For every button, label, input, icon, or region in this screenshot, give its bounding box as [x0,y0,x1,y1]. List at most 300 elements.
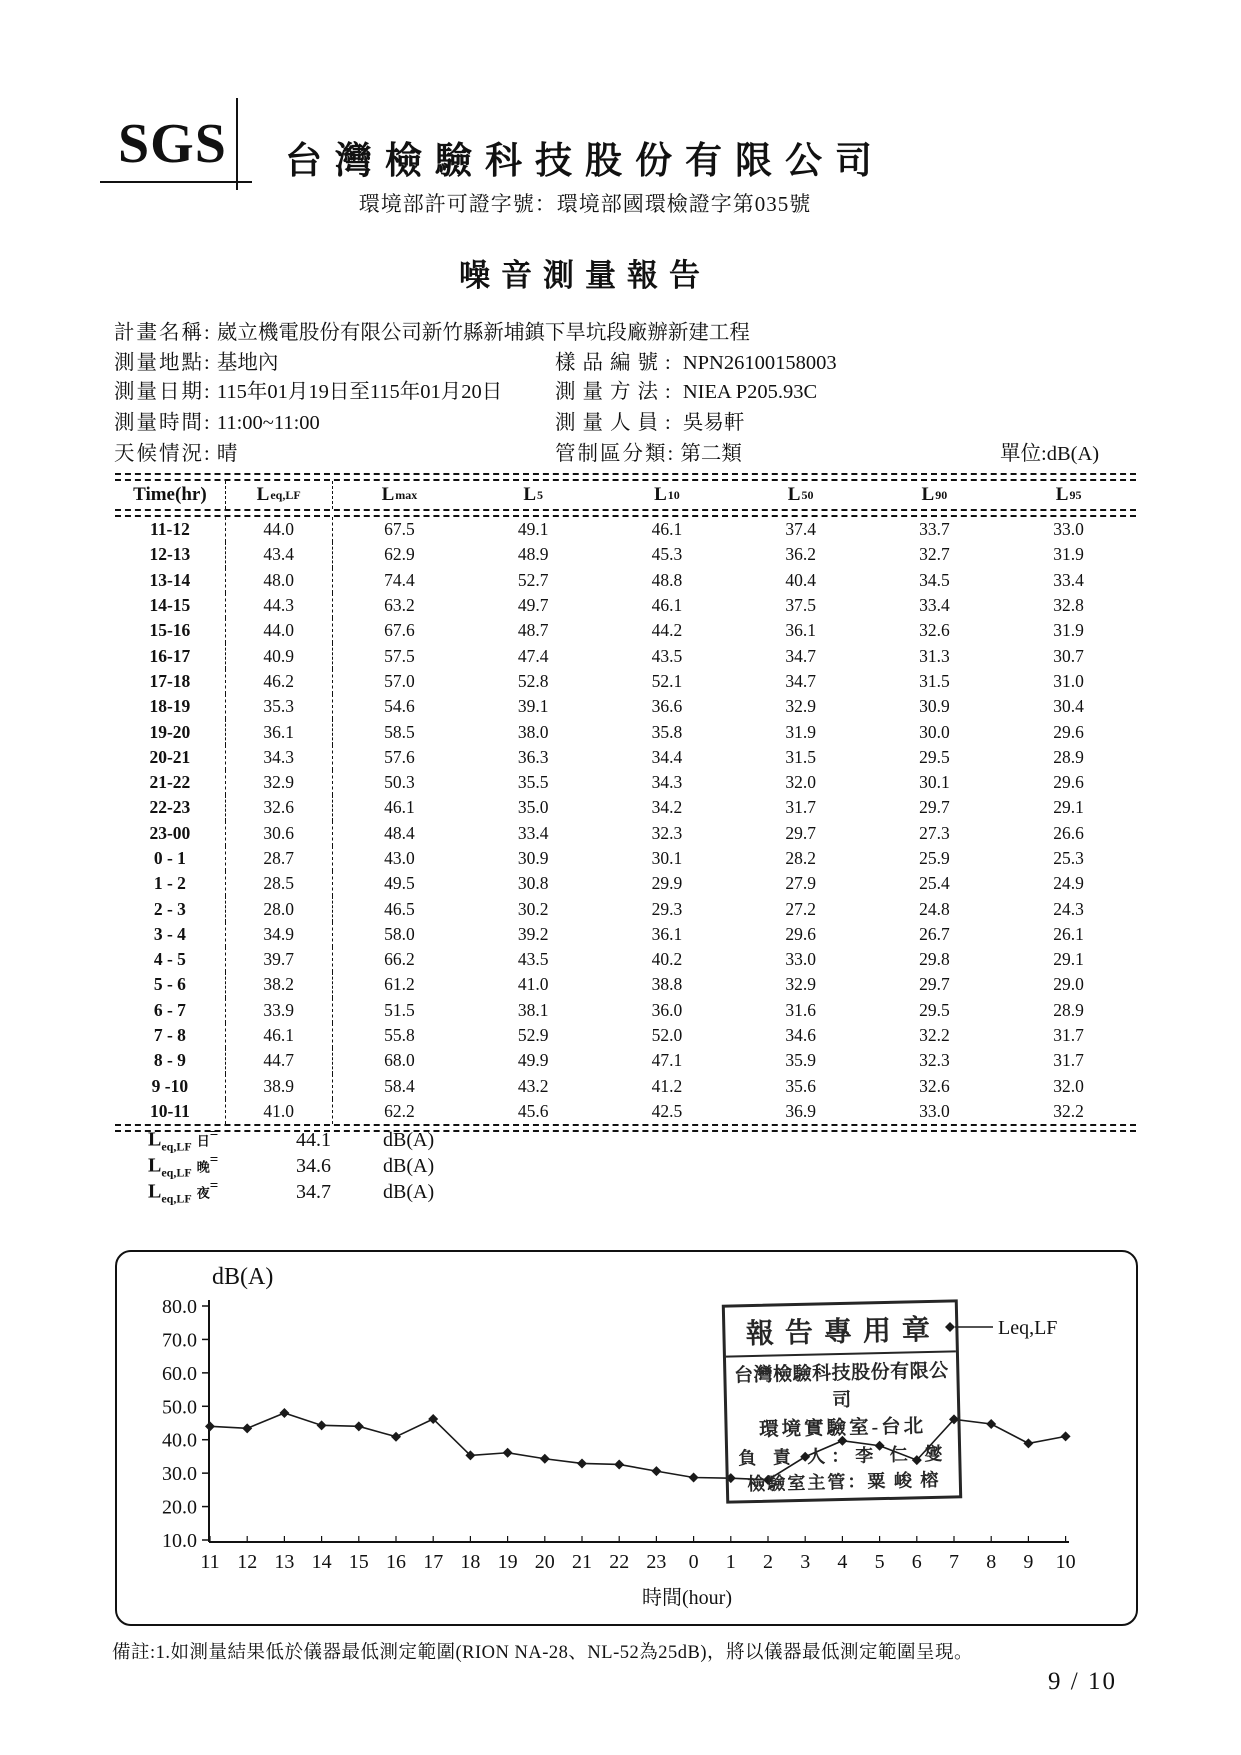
time-value: 11:00~11:00 [216,412,320,434]
leq-evening-label: $L_{eq,LF}$ 晚= [148,1151,219,1180]
y-tick-label: 80.0 [162,1296,197,1318]
value-cell: 33.4 [1053,569,1084,590]
value-cell: 32.9 [226,770,333,795]
value-cell: 32.2 [1053,1100,1084,1121]
value-cell: 48.0 [226,568,333,593]
table-row [115,896,1136,921]
data-point-marker [354,1421,364,1431]
method [555,374,817,404]
value-cell: 34.4 [651,746,683,767]
value-cell: 46.5 [384,898,415,919]
value-cell: 43.5 [651,645,683,666]
x-tick-label: 7 [949,1551,959,1573]
x-tick-label: 11 [200,1551,220,1573]
time-cell: 23-00 [115,821,226,846]
leq-day-unit: dB(A) [383,1128,435,1151]
column-header: L 50 [787,484,814,505]
value-cell: 32.8 [1053,595,1084,616]
value-cell: 36.6 [651,696,683,717]
x-tick-label: 19 [497,1551,518,1573]
summary-row-evening [148,1153,434,1179]
report-stamp [722,1299,962,1503]
weather-label: 天候情況: [114,443,212,465]
value-cell: 54.6 [384,696,415,717]
value-cell: 33.4 [517,822,549,843]
value-cell: 43.4 [226,542,333,567]
x-tick-label: 5 [874,1551,885,1573]
value-cell: 40.2 [651,949,683,970]
value-cell: 24.8 [919,898,950,919]
table-row [115,643,1136,668]
stamp-lab-supervisor: 檢驗室主管：粟 峻 榕 [747,1469,941,1495]
value-cell: 32.9 [785,696,816,717]
sgs-logo: SGS [118,113,227,175]
value-cell: 31.7 [1053,1025,1084,1046]
data-point-marker [1061,1431,1071,1441]
value-cell: 48.9 [517,544,549,565]
time-cell: 15-16 [115,618,226,643]
sample-no-value: NPN26100158003 [682,352,837,374]
leq-evening-unit: dB(A) [383,1154,435,1177]
data-point-marker [614,1459,624,1469]
value-cell: 52.0 [651,1025,683,1046]
value-cell: 46.1 [384,797,415,818]
value-cell: 40.9 [226,643,333,668]
value-cell: 30.8 [517,873,549,894]
value-cell: 36.2 [785,544,816,565]
value-cell: 33.0 [785,949,816,970]
time-cell: 10-11 [115,1099,226,1124]
time-cell: 2 - 3 [115,896,226,921]
data-point-marker [986,1419,996,1429]
x-tick-label: 1 [725,1551,736,1573]
value-cell: 51.5 [384,999,415,1020]
value-cell: 43.0 [384,848,415,868]
time-cell: 13-14 [115,568,226,593]
personnel-label: 測量人員: [555,412,678,434]
table-row [115,947,1136,972]
x-tick-label: 8 [986,1551,997,1573]
info-row-date [114,374,1136,401]
noise-table [115,473,1136,1132]
value-cell: 36.1 [651,923,683,944]
table-row [115,618,1136,643]
value-cell: 29.6 [785,923,816,944]
table-row [115,871,1136,896]
value-cell: 29.3 [651,898,683,919]
time-cell: 5 - 6 [115,972,226,997]
leq-night-label: $L_{eq,LF}$ 夜= [148,1177,219,1206]
table-row [115,593,1136,618]
project-value: 崴立機電股份有限公司新竹縣新埔鎮下旱坑段廠辦新建工程 [216,322,750,344]
value-cell: 30.2 [517,898,549,919]
zone-value: 第二類 [680,443,742,465]
value-cell: 29.1 [1053,797,1084,818]
value-cell: 24.3 [1053,898,1084,919]
time-cell: 16-17 [115,643,226,668]
value-cell: 31.9 [785,721,816,742]
table-row [115,669,1136,694]
table-row [115,922,1136,947]
column-header: L 90 [921,484,948,505]
value-cell: 46.1 [226,1023,333,1048]
personnel [555,405,744,435]
leq-day-label: $L_{eq,LF}$ 日= [148,1125,219,1154]
value-cell: 36.9 [785,1100,816,1121]
noise-table-body [115,517,1136,1124]
value-cell: 34.7 [785,645,816,666]
value-cell: 31.6 [785,999,816,1020]
leq-evening-value: 34.6 [296,1154,331,1177]
table-row [115,1074,1136,1099]
x-tick-label: 20 [534,1551,555,1573]
x-tick-label: 10 [1055,1551,1076,1573]
value-cell: 28.9 [1053,746,1084,767]
value-cell: 41.2 [651,1075,683,1096]
value-cell: 57.6 [384,746,415,767]
value-cell: 36.1 [226,719,333,744]
value-cell: 33.9 [226,998,333,1023]
time-cell: 7 - 8 [115,1023,226,1048]
table-row [115,846,1136,871]
value-cell: 46.2 [226,669,333,694]
x-tick-label: 6 [911,1551,922,1573]
value-cell: 57.0 [384,670,415,691]
value-cell: 26.6 [1053,822,1084,843]
value-cell: 42.5 [651,1100,683,1121]
x-tick-label: 17 [423,1551,444,1573]
value-cell: 26.7 [919,923,950,944]
value-cell: 31.0 [1053,670,1084,691]
value-cell: 33.4 [919,595,950,616]
value-cell: 63.2 [384,595,415,616]
value-cell: 35.5 [517,772,549,793]
column-header: L max [381,484,418,505]
value-cell: 25.3 [1053,848,1084,868]
time-cell: 22-23 [115,795,226,820]
value-cell: 28.7 [226,846,333,871]
data-point-marker [540,1454,550,1464]
value-cell: 30.6 [226,821,333,846]
certificate-number: 環境部許可證字號：環境部國環檢證字第035號 [358,192,812,216]
value-cell: 58.5 [384,721,415,742]
value-cell: 49.9 [517,1050,549,1071]
value-cell: 36.0 [651,999,683,1020]
data-point-marker [391,1432,401,1442]
value-cell: 32.3 [651,822,683,843]
y-tick-label: 10.0 [162,1530,197,1552]
value-cell: 58.0 [384,923,415,944]
value-cell: 62.2 [384,1100,415,1121]
value-cell: 48.4 [384,822,415,843]
x-tick-label: 14 [311,1551,332,1573]
time-cell: 17-18 [115,669,226,694]
data-point-marker [279,1408,289,1418]
x-tick-label: 21 [572,1551,592,1573]
value-cell: 31.5 [785,746,816,767]
y-tick-label: 30.0 [162,1463,197,1486]
location-value: 基地內 [216,352,279,374]
value-cell: 40.4 [785,569,816,590]
value-cell: 28.5 [226,871,333,896]
column-header: L 5 [523,484,544,505]
table-row [115,770,1136,795]
company-name: 台灣檢驗科技股份有限公司 [285,141,885,182]
date-label: 測量日期: [114,381,212,403]
value-cell: 48.7 [517,620,549,641]
value-cell: 31.7 [1053,1050,1084,1071]
value-cell: 30.1 [651,848,683,868]
value-cell: 30.4 [1053,696,1084,717]
value-cell: 32.6 [919,620,950,641]
value-cell: 49.1 [517,519,549,540]
time-cell: 21-22 [115,770,226,795]
report-title: 噪音測量報告 [459,258,711,293]
x-tick-label: 4 [837,1551,848,1573]
table-row [115,972,1136,997]
sample-no-label: 樣品編號: [555,352,678,374]
value-cell: 45.6 [517,1100,549,1121]
value-cell: 35.0 [517,797,549,818]
value-cell: 68.0 [384,1050,415,1071]
table-row [115,998,1136,1023]
table-row [115,1023,1136,1048]
logo-vertical-line [236,98,238,190]
value-cell: 29.7 [785,822,816,843]
stamp-responsible-person: 負 責 人：李 仁 燮 [738,1443,949,1469]
x-tick-label: 15 [348,1551,369,1573]
leq-summary [148,1127,434,1205]
noise-chart-svg [117,1252,1132,1620]
value-cell: 31.9 [1053,620,1084,641]
time-cell: 1 - 2 [115,871,226,896]
value-cell: 25.9 [919,848,950,868]
y-axis-title: dB(A) [212,1264,274,1290]
value-cell: 30.9 [517,848,549,868]
table-row [115,542,1136,567]
value-cell: 41.0 [517,974,549,995]
y-tick-label: 40.0 [162,1429,197,1452]
stamp-title: 報告專用章 [725,1302,956,1357]
value-cell: 35.6 [785,1075,816,1096]
column-header: Time(hr) [115,481,226,509]
value-cell: 46.1 [651,519,683,540]
data-point-marker [689,1472,699,1482]
page-number: 9 / 10 [1048,1668,1117,1695]
value-cell: 28.0 [226,896,333,921]
value-cell: 45.3 [651,544,683,565]
noise-table-header-row [115,481,1136,509]
x-tick-label: 9 [1023,1551,1034,1573]
time-cell: 12-13 [115,542,226,567]
value-cell: 38.0 [517,721,549,742]
table-top-border [115,473,1136,481]
leq-night-unit: dB(A) [383,1180,435,1203]
data-point-marker [503,1448,513,1458]
value-cell: 31.9 [1053,544,1084,565]
value-cell: 50.3 [384,772,415,793]
value-cell: 34.3 [651,772,683,793]
value-cell: 32.0 [1053,1075,1084,1096]
value-cell: 32.9 [785,974,816,995]
data-point-marker [577,1458,587,1468]
time-cell: 19-20 [115,719,226,744]
value-cell: 29.0 [1053,974,1084,995]
value-cell: 34.7 [785,670,816,691]
value-cell: 29.9 [651,873,683,894]
legend-label: Leq,LF [998,1317,1058,1339]
summary-row-day [148,1127,434,1153]
table-row [115,821,1136,846]
value-cell: 39.1 [517,696,549,717]
data-point-marker [651,1466,661,1476]
footer-note: 備註:1.如測量結果低於儀器最低測定範圍(RION NA-28、NL-52為25dB)，將以儀器最低測定範圍呈現。 [112,1643,973,1663]
time-cell: 4 - 5 [115,947,226,972]
value-cell: 55.8 [384,1025,415,1046]
value-cell: 34.2 [651,797,683,818]
value-cell: 38.2 [226,972,333,997]
value-cell: 24.9 [1053,873,1084,894]
y-tick-label: 60.0 [162,1362,197,1385]
value-cell: 27.9 [785,873,816,894]
table-row [115,568,1136,593]
value-cell: 25.4 [919,873,950,894]
x-tick-label: 23 [646,1551,667,1573]
time-cell: 20-21 [115,745,226,770]
info-row-time [114,405,1136,432]
value-cell: 37.5 [785,595,816,616]
value-cell: 30.9 [919,696,950,717]
y-tick-label: 20.0 [162,1496,197,1519]
table-row [115,1048,1136,1073]
value-cell: 29.7 [919,974,950,995]
value-cell: 44.0 [226,618,333,643]
method-label: 測量方法: [555,381,678,403]
value-cell: 29.7 [919,797,950,818]
value-cell: 30.7 [1053,645,1084,666]
personnel-value: 吳易軒 [682,412,745,434]
value-cell: 67.5 [384,519,415,540]
data-point-marker [1023,1438,1033,1448]
value-cell: 28.2 [785,848,816,868]
value-cell: 49.5 [384,873,415,894]
x-axis-title: 時間(hour) [642,1587,732,1609]
info-row-project [114,315,1136,342]
value-cell: 31.5 [919,670,950,691]
y-tick-label: 70.0 [162,1329,197,1352]
value-cell: 33.0 [1053,519,1084,540]
time-cell: 8 - 9 [115,1048,226,1073]
time-cell: 9 -10 [115,1074,226,1099]
value-cell: 32.7 [919,544,950,565]
value-cell: 32.3 [919,1050,950,1071]
time-cell: 0 - 1 [115,846,226,871]
value-cell: 29.1 [1053,949,1084,970]
table-row [115,719,1136,744]
value-cell: 31.7 [785,797,816,818]
value-cell: 66.2 [384,949,415,970]
table-row [115,694,1136,719]
value-cell: 36.1 [785,620,816,641]
value-cell: 43.5 [517,949,549,970]
time-cell: 6 - 7 [115,998,226,1023]
value-cell: 31.3 [919,645,950,666]
table-row [115,517,1136,542]
zone [555,436,742,466]
value-cell: 39.2 [517,923,549,944]
value-cell: 34.5 [919,569,950,590]
value-cell: 61.2 [384,974,415,995]
x-tick-label: 3 [800,1551,811,1573]
value-cell: 38.1 [517,999,549,1020]
time-cell: 3 - 4 [115,922,226,947]
time-cell: 14-15 [115,593,226,618]
value-cell: 43.2 [517,1075,549,1096]
stamp-lab: 環境實驗室-台北 [758,1416,927,1441]
value-cell: 27.3 [919,822,950,843]
logo-underline [100,181,252,183]
date-value: 115年01月19日至115年01月20日 [216,381,503,403]
project-label: 計畫名稱: [114,322,212,344]
x-tick-label: 16 [386,1551,406,1573]
weather-value: 晴 [216,443,238,465]
column-header: L 10 [654,484,680,505]
time-label: 測量時間: [114,412,212,434]
x-tick-label: 2 [763,1551,773,1573]
value-cell: 44.3 [226,593,333,618]
value-cell: 67.6 [384,620,415,641]
value-cell: 27.2 [785,898,816,919]
value-cell: 52.8 [517,670,549,691]
value-cell: 46.1 [651,595,683,616]
y-tick-label: 50.0 [162,1396,197,1419]
value-cell: 34.9 [226,922,333,947]
time-cell: 18-19 [115,694,226,719]
value-cell: 30.0 [919,721,950,742]
value-cell: 28.9 [1053,999,1084,1020]
value-cell: 29.5 [919,746,950,767]
value-cell: 52.1 [651,670,683,691]
value-cell: 57.5 [384,645,415,666]
value-cell: 32.2 [919,1025,950,1046]
table-row [115,745,1136,770]
leq-night-value: 34.7 [296,1180,331,1203]
location-label: 測量地點: [114,352,212,374]
table-row [115,795,1136,820]
leq-day-value: 44.1 [296,1128,331,1151]
unit-label: 單位:dB(A) [1000,443,1100,465]
value-cell: 30.1 [919,772,950,793]
x-tick-label: 13 [274,1551,295,1573]
value-cell: 33.0 [919,1100,950,1121]
value-cell: 47.4 [517,645,549,666]
column-header: L 95 [1055,484,1082,505]
value-cell: 34.3 [226,745,333,770]
x-tick-label: 12 [237,1551,258,1573]
value-cell: 37.4 [785,519,816,540]
value-cell: 29.5 [919,999,950,1020]
value-cell: 35.3 [226,694,333,719]
value-cell: 26.1 [1053,923,1084,944]
value-cell: 34.6 [785,1025,816,1046]
value-cell: 74.4 [384,569,415,590]
value-cell: 62.9 [384,544,415,565]
value-cell: 41.0 [226,1099,333,1124]
value-cell: 52.7 [517,569,549,590]
value-cell: 35.9 [785,1050,816,1071]
data-point-marker [242,1423,252,1433]
value-cell: 48.8 [651,569,683,590]
